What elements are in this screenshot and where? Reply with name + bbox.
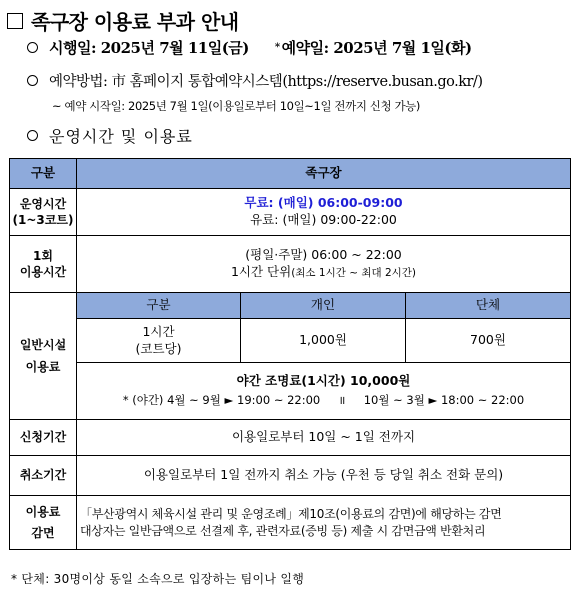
night-hours: * (야간) 4월 ~ 9월 ► 19:00 ~ 22:00 ॥ 10월 ~ 3월 ► 18:00 ~ 22:00 [122, 393, 525, 408]
apply-value: 이용일로부터 10일 ~ 1일 전까지 [77, 420, 571, 456]
per-use-hours: (평일·주말) 06:00 ~ 22:00 [245, 247, 402, 263]
footnote: * 단체: 30명이상 동일 소속으로 입장하는 팀이나 일행 [11, 572, 305, 586]
page-title [7, 6, 239, 35]
individual-fee: 1,000원 [241, 319, 406, 363]
night-lighting [77, 363, 571, 420]
asterisk: * [274, 42, 280, 53]
row-label-cancel: 취소기간 [10, 456, 77, 496]
table-row [10, 236, 571, 293]
table-row [10, 496, 571, 550]
header-facility: 족구장 [77, 159, 571, 189]
paid-hours: 유료: (매일) 09:00-22:00 [250, 212, 397, 227]
discount-line: 대상자는 일반금액으로 선결제 후, 관련자료(증빙 등) 제출 시 감면금액 반환처리 [80, 523, 486, 538]
per-hour-line: (코트당) [135, 340, 182, 356]
per-hour-line: 1시간 [142, 323, 175, 339]
row-label-apply: 신청기간 [10, 420, 77, 456]
discount-line: 「부산광역시 체육시설 관리 및 운영조례」제10조(이용료의 감면)에 해당하는 감면 [80, 507, 502, 522]
unit-text: 1시간 단위 [230, 264, 292, 279]
subheader-row [10, 293, 571, 319]
table-row [10, 456, 571, 496]
row-label-discount [10, 496, 77, 550]
unit-range: (최소 1시간 ~ 최대 2시간) [291, 267, 417, 279]
row-label-hours [10, 189, 77, 236]
section-heading-line [27, 124, 193, 147]
reservation-method: 예약방법: 市 홈페이지 통합예약시스템(https://reserve.busan.go.kr/) [49, 74, 483, 90]
hours-value [77, 189, 571, 236]
checkbox-icon [7, 13, 23, 29]
effective-date-line [27, 37, 472, 58]
row-label-line: (1~3코트) [12, 213, 74, 227]
per-use-value [77, 236, 571, 293]
free-hours: 무료: (매일) 06:00-09:00 [244, 195, 403, 211]
row-label-line: 이용시간 [19, 265, 67, 279]
title-text: 족구장 이용료 부과 안내 [31, 10, 239, 34]
row-label-line: 1회 [33, 248, 53, 263]
cancel-value: 이용일로부터 1일 전까지 취소 가능 (우천 등 당일 취소 전화 문의) [77, 456, 571, 496]
table-row [10, 189, 571, 236]
night-fee: 야간 조명료(1시간) 10,000원 [236, 373, 411, 389]
reservation-date: 예약일: 2025년 7월 1일(화) [281, 39, 472, 57]
row-label-line: 이용료 [25, 505, 61, 520]
table-row [10, 420, 571, 456]
per-use-unit [77, 264, 570, 281]
subheader-group: 단체 [406, 293, 571, 319]
table-row [10, 363, 571, 420]
row-label-per-use [10, 236, 77, 293]
reservation-method-line [27, 70, 482, 91]
table-header-row [10, 159, 571, 189]
circle-bullet-icon [27, 130, 38, 141]
circle-bullet-icon [27, 75, 38, 86]
row-label-line: 감면 [31, 525, 55, 540]
row-label-line: 이용료 [25, 360, 61, 374]
row-label-line: 운영시간 [19, 196, 67, 211]
row-label-general [10, 293, 77, 420]
reservation-start: ~ 예약 시작일: 2025년 7월 1일(이용일로부터 10일~1일 전까지 신청 가능) [52, 99, 420, 113]
group-fee: 700원 [406, 319, 571, 363]
effective-date: 시행일: 2025년 7월 11일(금) [49, 39, 249, 57]
subheader-individual: 개인 [241, 293, 406, 319]
per-hour-label [77, 319, 241, 363]
subheader-category: 구분 [77, 293, 241, 319]
reservation-start-line [52, 98, 420, 114]
header-category: 구분 [10, 159, 77, 189]
section-heading: 운영시간 및 이용료 [49, 127, 193, 146]
row-label-line: 일반시설 [19, 337, 67, 352]
discount-value [77, 496, 571, 550]
circle-bullet-icon [27, 42, 38, 53]
fee-table [9, 158, 571, 550]
table-row [10, 319, 571, 363]
